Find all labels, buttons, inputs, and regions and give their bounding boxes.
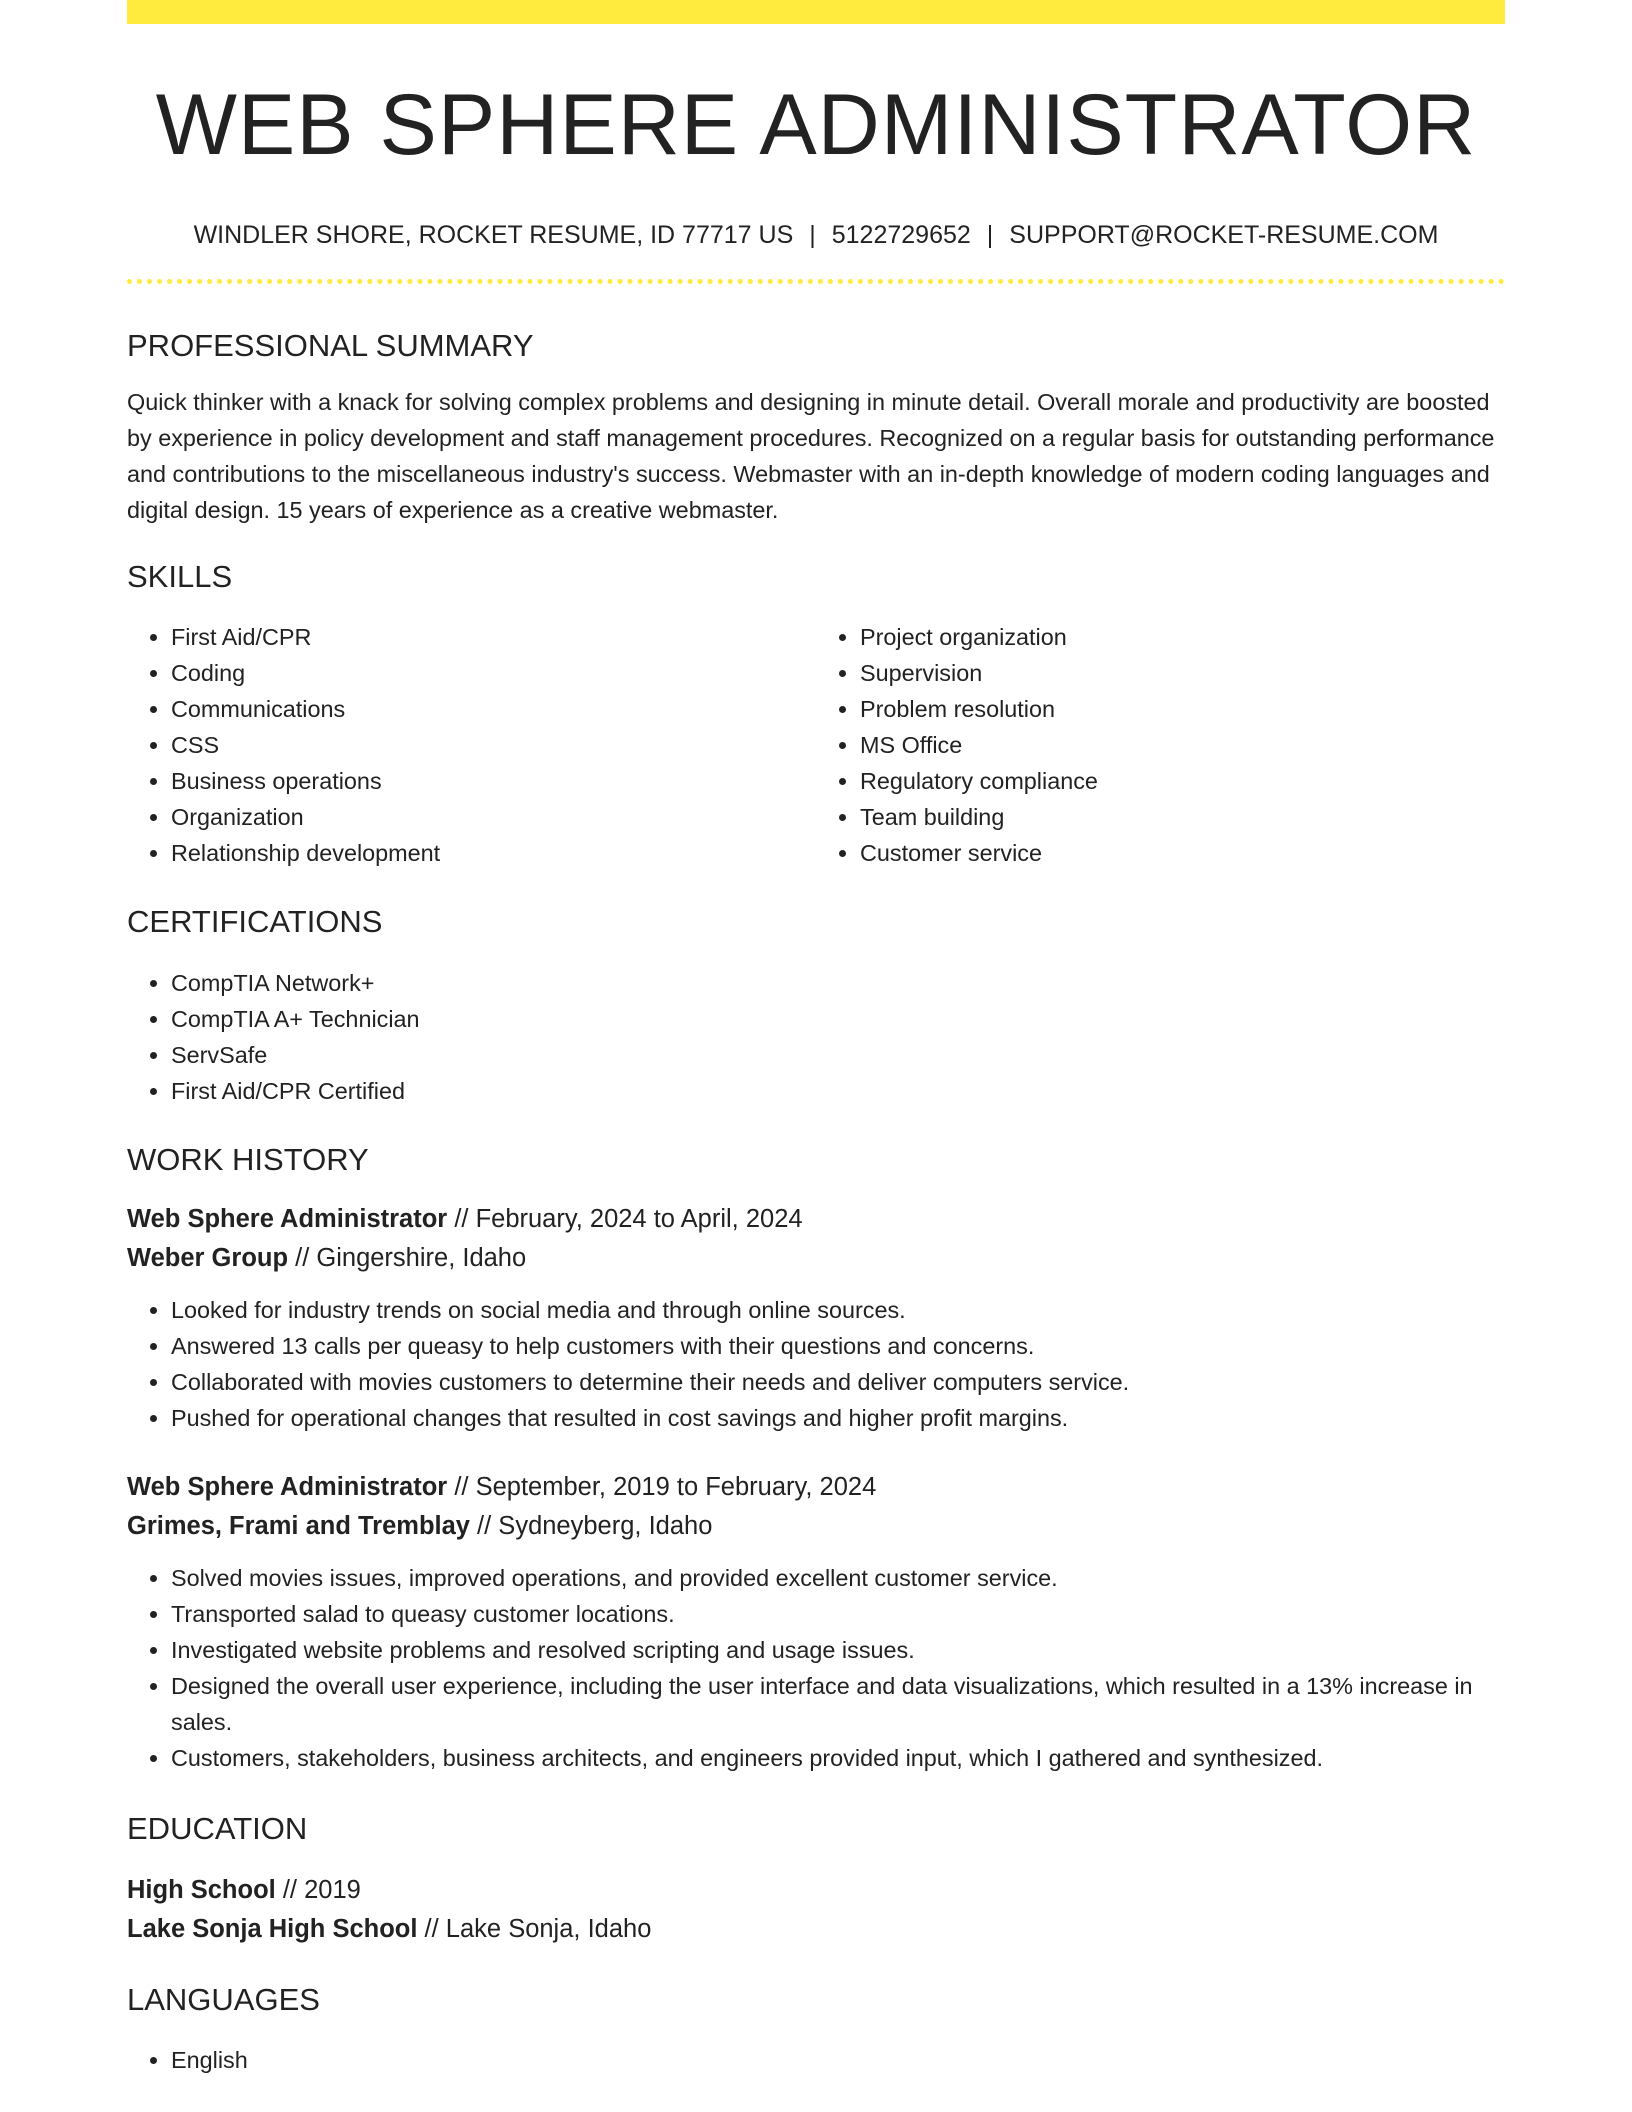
education-year: // 2019 bbox=[275, 1875, 361, 1904]
languages-heading: LANGUAGES bbox=[127, 1981, 320, 2017]
languages-list bbox=[127, 2042, 1505, 2078]
certification-item: • ServSafe bbox=[171, 1037, 1505, 1073]
skill-item: • Supervision bbox=[860, 655, 1505, 691]
contact-email: SUPPORT@ROCKET-RESUME.COM bbox=[1009, 221, 1439, 249]
job-company: Grimes, Frami and Tremblay bbox=[127, 1511, 470, 1540]
job-duty: • Designed the overall user experience, including the user interface and data visualizations, which resulted in a 13% increase in sales. bbox=[171, 1668, 1505, 1740]
education-degree: High School bbox=[127, 1875, 276, 1904]
job-company: Weber Group bbox=[127, 1243, 289, 1272]
page-title: WEB SPHERE ADMINISTRATOR bbox=[155, 77, 1477, 173]
skills-columns bbox=[127, 619, 1505, 871]
certifications-heading: CERTIFICATIONS bbox=[127, 904, 383, 940]
contact-phone: 5122729652 bbox=[831, 221, 971, 249]
skills-list-right bbox=[816, 619, 1505, 871]
contact-separator: | bbox=[809, 221, 816, 249]
skill-item: • Relationship development bbox=[171, 835, 816, 871]
skill-item: • First Aid/CPR bbox=[171, 619, 816, 655]
job-duties-list bbox=[127, 1292, 1505, 1436]
education-degree-line bbox=[127, 1871, 1505, 1910]
education-school-line bbox=[127, 1910, 1505, 1949]
summary-heading: PROFESSIONAL SUMMARY bbox=[127, 328, 534, 363]
job-location: // Sydneyberg, Idaho bbox=[469, 1511, 713, 1540]
job-dates: // February, 2024 to April, 2024 bbox=[447, 1204, 803, 1233]
certification-item: • First Aid/CPR Certified bbox=[171, 1073, 1505, 1109]
skill-item: • Problem resolution bbox=[860, 691, 1505, 727]
job-duty: • Transported salad to queasy customer locations. bbox=[171, 1596, 1505, 1632]
skill-item: • Team building bbox=[860, 799, 1505, 835]
skills-list-left bbox=[127, 619, 816, 871]
job-title-line bbox=[127, 1468, 1505, 1507]
job-title: Web Sphere Administrator bbox=[127, 1204, 448, 1233]
work-history-heading: WORK HISTORY bbox=[127, 1141, 369, 1177]
dotted-divider bbox=[127, 279, 1505, 284]
job-dates: // September, 2019 to February, 2024 bbox=[447, 1472, 877, 1501]
certification-item: • CompTIA Network+ bbox=[171, 965, 1505, 1001]
skill-item: • CSS bbox=[171, 727, 816, 763]
summary-text: Quick thinker with a knack for solving complex problems and designing in minute detail. Overall morale and productivity are boosted by experience in policy development and staff management procedures. Recognized on a regular basis for outstanding performance and contributions to the miscellaneous industry's success. Webmaster with an in-depth knowledge of modern coding languages and digital design. 15 years of experience as a creative webmaster. bbox=[127, 389, 1495, 524]
job-entry bbox=[127, 1200, 1505, 1436]
skill-item: • Regulatory compliance bbox=[860, 763, 1505, 799]
job-title: Web Sphere Administrator bbox=[127, 1472, 448, 1501]
education-heading: EDUCATION bbox=[127, 1810, 308, 1846]
job-duty: • Answered 13 calls per queasy to help customers with their questions and concerns. bbox=[171, 1328, 1505, 1364]
job-duty: • Collaborated with movies customers to determine their needs and deliver computers service. bbox=[171, 1364, 1505, 1400]
resume-page bbox=[127, 0, 1505, 2078]
skill-item: • MS Office bbox=[860, 727, 1505, 763]
skill-item: • Business operations bbox=[171, 763, 816, 799]
education-school: Lake Sonja High School bbox=[127, 1914, 418, 1943]
job-duty: • Pushed for operational changes that resulted in cost savings and higher profit margins. bbox=[171, 1400, 1505, 1436]
job-duty: • Investigated website problems and resolved scripting and usage issues. bbox=[171, 1632, 1505, 1668]
job-title-line bbox=[127, 1200, 1505, 1239]
certification-item: • CompTIA A+ Technician bbox=[171, 1001, 1505, 1037]
skill-item: • Communications bbox=[171, 691, 816, 727]
contact-address: WINDLER SHORE, ROCKET RESUME, ID 77717 US bbox=[193, 221, 794, 249]
skill-item: • Project organization bbox=[860, 619, 1505, 655]
education-location: // Lake Sonja, Idaho bbox=[417, 1914, 652, 1943]
job-company-line bbox=[127, 1507, 1505, 1546]
certifications-list bbox=[127, 965, 1505, 1109]
language-item: • English bbox=[171, 2042, 1505, 2078]
skill-item: • Customer service bbox=[860, 835, 1505, 871]
contact-line bbox=[127, 220, 1505, 250]
accent-bar bbox=[127, 0, 1505, 24]
skill-item: • Coding bbox=[171, 655, 816, 691]
job-duty: • Looked for industry trends on social media and through online sources. bbox=[171, 1292, 1505, 1328]
job-duty: • Customers, stakeholders, business architects, and engineers provided input, which I gathered and synthesized. bbox=[171, 1740, 1505, 1776]
job-location: // Gingershire, Idaho bbox=[288, 1243, 527, 1272]
education-entry bbox=[127, 1871, 1505, 1949]
job-duty: • Solved movies issues, improved operations, and provided excellent customer service. bbox=[171, 1560, 1505, 1596]
job-entry bbox=[127, 1468, 1505, 1776]
job-company-line bbox=[127, 1239, 1505, 1278]
skill-item: • Organization bbox=[171, 799, 816, 835]
job-duties-list bbox=[127, 1560, 1505, 1776]
contact-separator: | bbox=[986, 221, 994, 249]
skills-heading: SKILLS bbox=[127, 559, 233, 595]
